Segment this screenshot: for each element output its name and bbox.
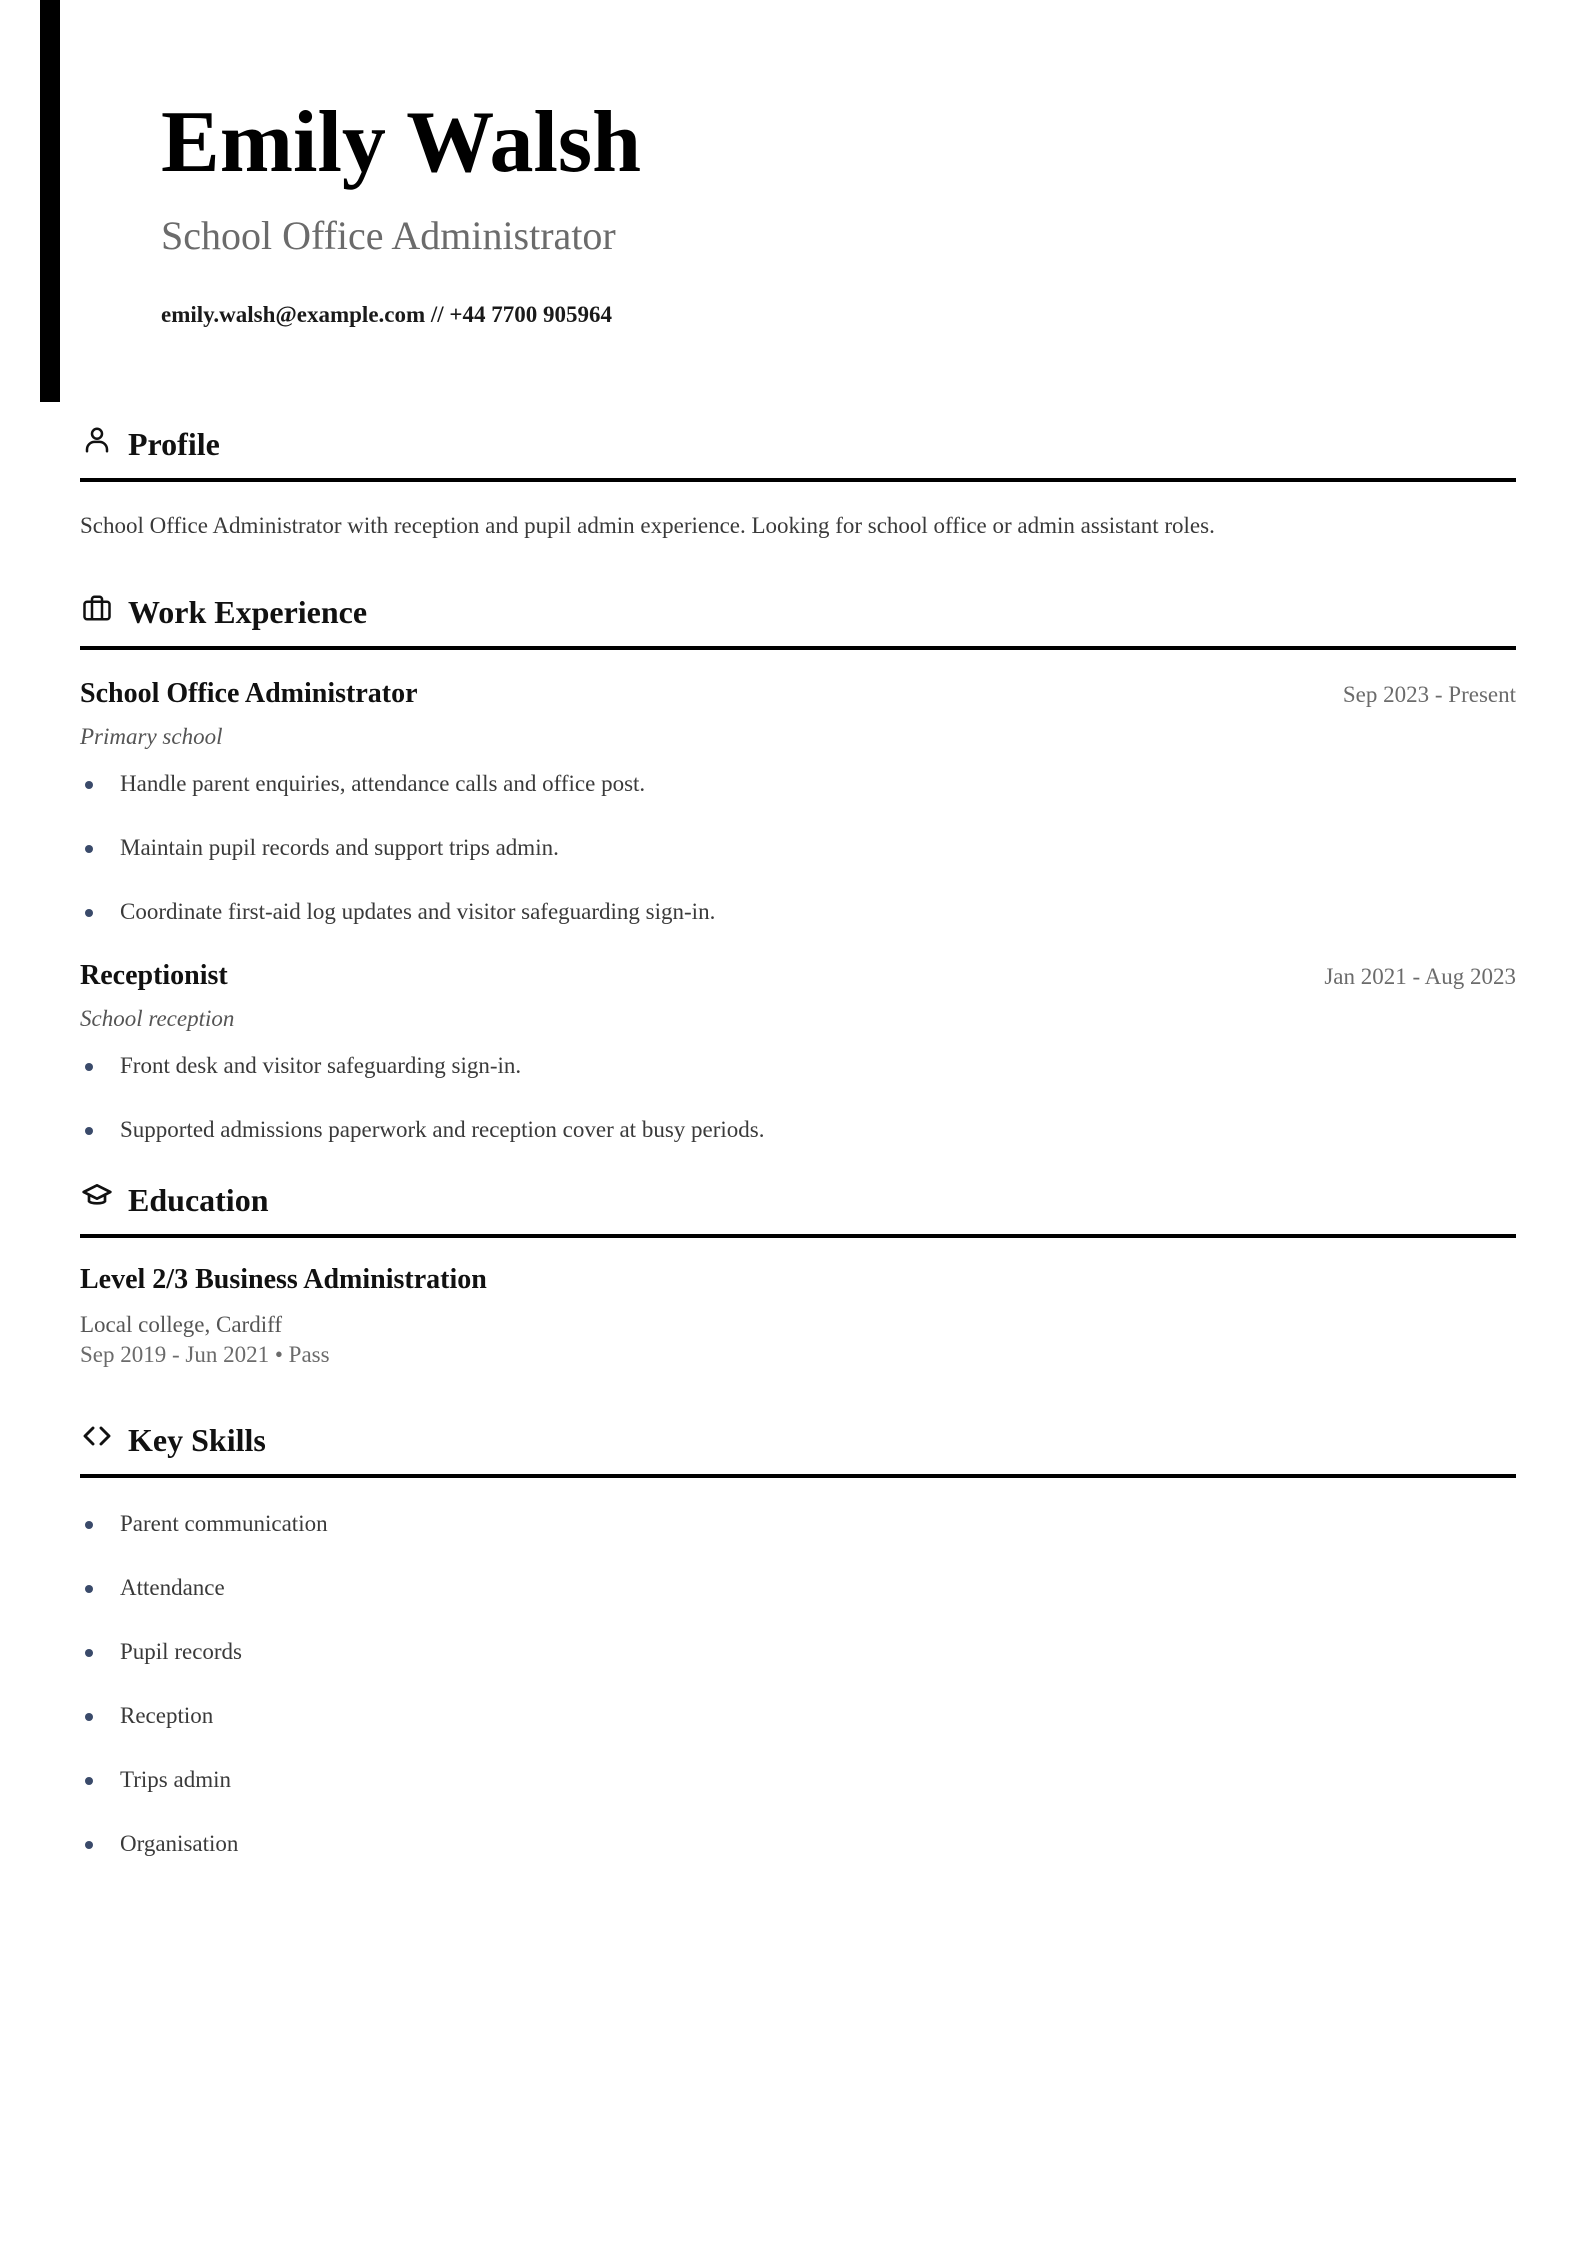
list-item: Coordinate first-aid log updates and visitor safeguarding sign-in.: [80, 896, 1516, 928]
code-icon: [80, 1419, 114, 1453]
education-section: [80, 1174, 1516, 1370]
education-meta: Sep 2019 - Jun 2021 • Pass: [80, 1342, 330, 1367]
education-heading: [80, 1174, 1516, 1238]
profile-heading: [80, 418, 1516, 482]
candidate-title: School Office Administrator: [161, 213, 616, 258]
contact-line: emily.walsh@example.com // +44 7700 905964: [161, 302, 613, 327]
job-bullets: [80, 1050, 1516, 1146]
education-title: Education: [128, 1181, 269, 1218]
user-icon: [80, 423, 114, 457]
list-item: Trips admin: [80, 1764, 1516, 1796]
job-entry: [80, 678, 1516, 928]
resume-body: [80, 418, 1516, 1892]
list-item: Reception: [80, 1700, 1516, 1732]
graduation-cap-icon: [80, 1179, 114, 1213]
list-item: Supported admissions paperwork and reception cover at busy periods.: [80, 1114, 1516, 1146]
skills-list: [80, 1508, 1516, 1860]
profile-title: Profile: [128, 425, 220, 462]
job-header: [80, 678, 1516, 710]
job-bullets: [80, 768, 1516, 928]
profile-section: [80, 418, 1516, 542]
list-item: Front desk and visitor safeguarding sign-in.: [80, 1050, 1516, 1082]
job-dates: Jan 2021 - Aug 2023: [1324, 964, 1516, 989]
profile-summary: School Office Administrator with reception and pupil admin experience. Looking for school office or admin assistant roles.: [80, 513, 1215, 538]
work-section: [80, 586, 1516, 1146]
list-item: Pupil records: [80, 1636, 1516, 1668]
job-role: Receptionist: [80, 960, 228, 991]
job-dates: Sep 2023 - Present: [1342, 682, 1516, 707]
accent-bar: [40, 0, 60, 402]
education-school: Local college, Cardiff: [80, 1312, 283, 1337]
list-item: Parent communication: [80, 1508, 1516, 1540]
briefcase-icon: [80, 591, 114, 625]
list-item: Maintain pupil records and support trips admin.: [80, 832, 1516, 864]
skills-section: [80, 1414, 1516, 1860]
skills-title: Key Skills: [128, 1421, 266, 1458]
work-title: Work Experience: [128, 593, 368, 630]
resume-header: [161, 88, 1361, 330]
job-organisation: School reception: [80, 1006, 235, 1031]
work-heading: [80, 586, 1516, 650]
list-item: Attendance: [80, 1572, 1516, 1604]
candidate-name: Emily Walsh: [161, 94, 642, 191]
list-item: Organisation: [80, 1828, 1516, 1860]
skills-heading: [80, 1414, 1516, 1478]
job-header: [80, 960, 1516, 992]
job-entry: [80, 960, 1516, 1146]
job-organisation: Primary school: [80, 724, 223, 749]
education-degree: Level 2/3 Business Administration: [80, 1264, 487, 1295]
list-item: Handle parent enquiries, attendance calls and office post.: [80, 768, 1516, 800]
job-role: School Office Administrator: [80, 678, 418, 709]
